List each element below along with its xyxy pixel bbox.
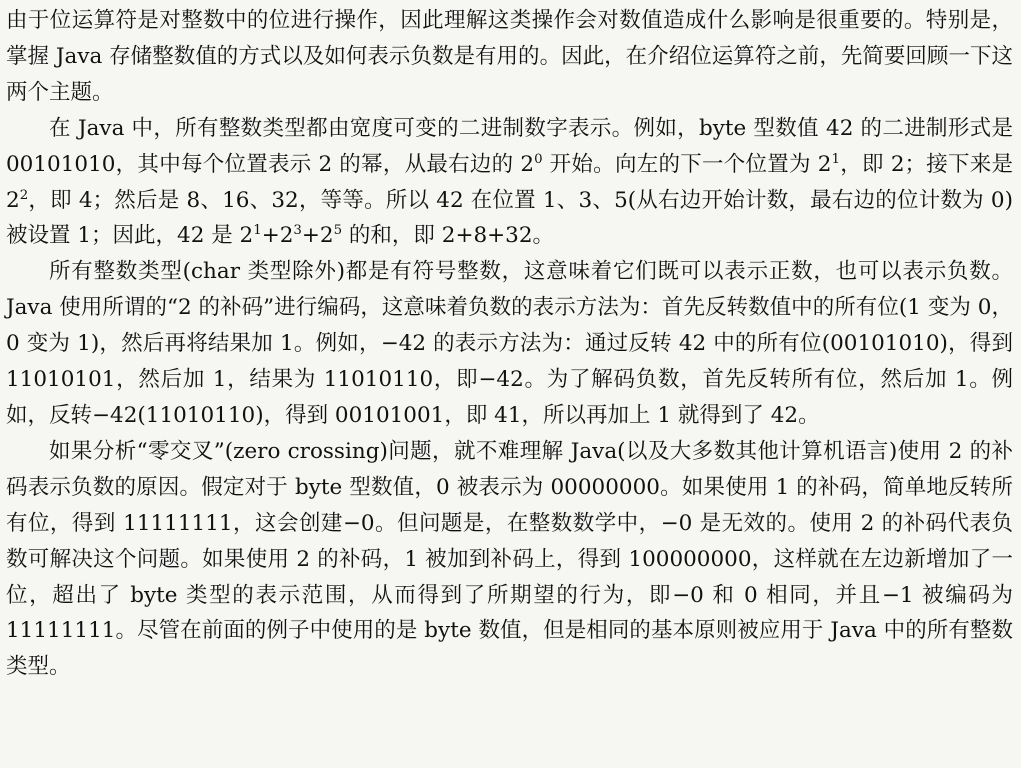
- superscript-exponent: 2: [19, 187, 29, 203]
- paragraph-text-segment: 在 Java 中，所有整数类型都由宽度可变的二进制数字表示。例如，byte 型数值 42 的二进制形式是 00101010，其中每个位置表示 2 的幂，从最右边的 2: [6, 115, 1013, 177]
- paragraph-binary-representation: [6, 111, 1013, 255]
- paragraph-intro: 由于位运算符是对整数中的位进行操作，因此理解这类操作会对数值造成什么影响是很重要的。特别是，掌握 Java 存储整数值的方式以及如何表示负数是有用的。因此，在介绍位运算符之前，先简要回顾一下这两个主题。: [6, 8, 1013, 105]
- paragraph-zero-crossing: 如果分析“零交叉”(zero crossing)问题，就不难理解 Java(以及大多数其他计算机语言)使用 2 的补码表示负数的原因。假定对于 byte 型数值，0 被表示为 00000000。如果使用 1 的补码，简单地反转所有位，得到 11111111，这会创建−0。但问题是，在整数数学中，−0 是无效的。使用 2 的补码代表负数可解决这个问题。如果使用 2 的补码，1 被加到补码上，得到 100000000，这样就在左边新增加了一位，超出了 byte 类型的表示范围，从而得到了所期望的行为，即−0 和 0 相同，并且−1 被编码为 11111111。尽管在前面的例子中使用的是 byte 数值，但是相同的基本原则被应用于 Java 中的所有整数类型。: [6, 438, 1013, 680]
- paragraph-text-segment: 开始。向左的下一个位置为 2: [542, 151, 832, 177]
- superscript-exponent: 5: [333, 223, 343, 239]
- superscript-exponent: 1: [253, 223, 262, 239]
- paragraph-text-segment: 的和，即 2+8+32。: [342, 223, 555, 249]
- superscript-exponent: 1: [831, 151, 840, 167]
- paragraph-text-segment: +2: [261, 223, 294, 249]
- paragraph-text-segment: ，即 2；接下来是 2: [6, 151, 1014, 213]
- paragraph-twos-complement: 所有整数类型(char 类型除外)都是有符号整数，这意味着它们既可以表示正数，也可以表示负数。Java 使用所谓的“2 的补码”进行编码，这意味着负数的表示方法为：首先反转数值中的所有位(1 变为 0，0 变为 1)，然后再将结果加 1。例如，−42 的表示方法为：通过反转 42 中的所有位(00101010)，得到 11010101，然后加 1，结果为 11010110，即−42。为了解码负数，首先反转所有位，然后加 1。例如，反转−42(11010110)，得到 00101001，即 41，所以再加上 1 就得到了 42。: [6, 259, 1013, 428]
- paragraph-text-segment: ，即 4；然后是 8、16、32，等等。所以 42 在位置 1、3、5(从右边开始计数，最右边的位计数为 0)被设置 1；因此，42 是 2: [6, 187, 1013, 249]
- paragraph-text-segment: +2: [301, 223, 334, 249]
- superscript-exponent: 0: [534, 151, 543, 167]
- superscript-exponent: 3: [293, 223, 302, 239]
